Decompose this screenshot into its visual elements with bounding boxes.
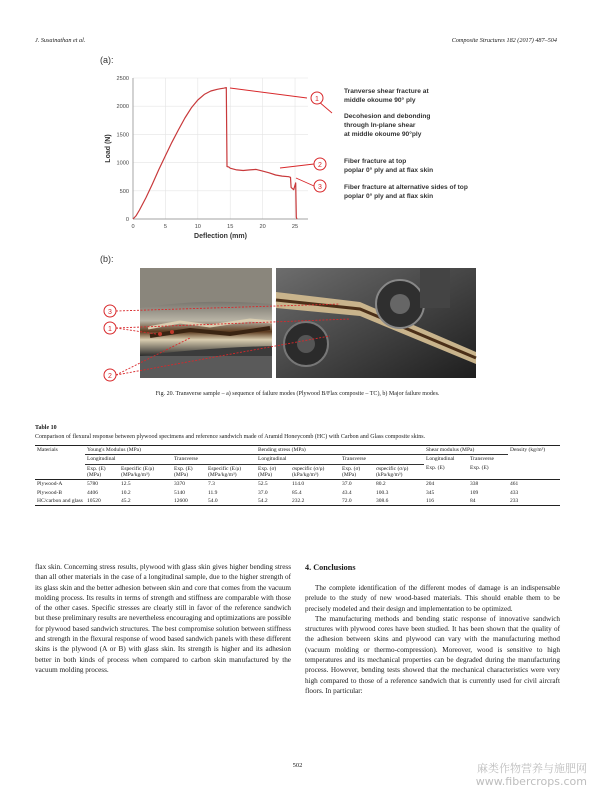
table-cell-material: Plywood-A — [37, 481, 63, 488]
table-cell: 109 — [470, 489, 479, 496]
th-materials: Materials — [37, 447, 58, 453]
x-tick-label: 15 — [227, 224, 234, 230]
table-cell: 10.2 — [121, 489, 131, 496]
annotation-2-line1: Fiber fracture at top — [344, 158, 407, 165]
annotation-2-line2: poplar 0° ply and at flax skin — [344, 167, 434, 174]
table-cell: 10520 — [87, 497, 101, 504]
table-cell: 7.3 — [208, 481, 215, 488]
comparison-table — [35, 446, 560, 506]
table-cell-material: Plywood-B — [37, 489, 63, 496]
photo-left — [140, 268, 272, 378]
annotation-texts — [344, 88, 468, 200]
th-density: Density (kg/m³) — [510, 447, 546, 453]
watermark — [476, 762, 587, 788]
load-deflection-chart — [100, 70, 570, 248]
page-number: 502 — [292, 762, 303, 769]
table-cell: 54.2 — [258, 497, 268, 504]
x-tick-labels — [131, 224, 298, 230]
y-tick-label: 1500 — [116, 132, 129, 139]
y-tick-label: 1000 — [116, 160, 129, 167]
chart-series — [133, 88, 297, 219]
table-row — [35, 489, 560, 497]
table-cell: 345 — [426, 489, 435, 496]
paragraph-conclusions-1: The complete identification of the different modes of damage is an indispensable prelude to the study of new wood-based materials. This should enable them to be precisely modeled and their design and implementation to be optimized. — [305, 584, 560, 613]
table-cell: 433 — [510, 489, 519, 496]
table-cell: 85.4 — [292, 489, 302, 496]
x-axis-label: Deflection (mm) — [194, 233, 247, 240]
table-cell: 43.4 — [342, 489, 352, 496]
table-header-row-1 — [35, 446, 560, 455]
table-row — [35, 497, 560, 506]
photo-right — [276, 268, 476, 378]
series-line-0 — [133, 88, 297, 219]
x-tick-label: 5 — [163, 224, 167, 230]
table-header-row-2: Longitudinal Transverse Longitudinal Transverse Longitudinal Transverse — [87, 456, 494, 463]
table-cell: 100.3 — [376, 489, 389, 496]
th-bending: Bending stress (MPa) — [256, 446, 424, 455]
running-header-authors: J. Susainathan et al. — [35, 37, 86, 44]
table-cell: 37.0 — [342, 481, 352, 488]
table-header-row-3: Exp. (E) (MPa) Especific (E/ρ) (MPa/kg/m³) Exp. (E) (MPa) Especific (E/ρ) (MPa/kg/m³) Exp. (σ) (MPa) σspecific (σ/ρ) (kPa/kg/m³) Exp. (σ) (MPa) σspecific (σ/ρ) (kPa/kg/m³) Exp. (E) Exp. (E) — [35, 464, 560, 480]
table-cell: 4406 — [87, 489, 98, 496]
figure-caption: Fig. 20. Transverse sample – a) sequence of failure modes (Plywood B/Flax composite – TC), b) Major failure modes. — [155, 391, 440, 397]
table-cell: 11.9 — [208, 489, 218, 496]
th-young: Young's Modulus (MPa) — [85, 446, 256, 455]
failure-mode-photos — [100, 264, 480, 384]
x-tick-label: 0 — [131, 224, 135, 230]
y-tick-label: 2000 — [116, 104, 129, 111]
marker-num-2: 2 — [318, 162, 322, 169]
annotation-1b-line3: at middle okoume 90°ply — [344, 131, 422, 138]
x-tick-label: 20 — [259, 224, 266, 230]
paragraph-left: flax skin. Concerning stress results, plywood with glass skin gives higher bending stress than all other materials in the case of a longitudinal sample, due to the higher strength of its glass skin and the better adhesion between skin and core that comes from the vacuum molding process. Its results in terms of strength and stiffness are comparable with those of the other cases. Specific stresses are clearly still in favor of the reference sandwich but these preliminary results are nevertheless encouraging and optimizations are possible for plywood based sandwich structures. The best compromise solution between stiffness and strength in the flexural response of wood based sandwich panels with these different skins is the plywood (A or B) with glass skin. Its strength is higher and its adhesion better in both kinds of process when compared to carbon skin manufactured by the vacuum molding process. — [35, 563, 291, 674]
annotation-markers — [311, 92, 326, 192]
annotation-1-line1: Tranverse shear fracture at — [344, 88, 429, 95]
y-axis-label: Load (N) — [105, 134, 112, 163]
table-cell: 204 — [426, 481, 435, 488]
leader-line-1 — [230, 88, 307, 98]
table-cell: 5780 — [87, 481, 98, 488]
table-cell: 52.5 — [258, 481, 268, 488]
annotation-1b-line1: Decohesion and debonding — [344, 113, 431, 120]
annotation-3-line1: Fiber fracture at alternative sides of top — [344, 184, 468, 191]
table-cell: 461 — [510, 481, 519, 488]
table-cell: 5140 — [174, 489, 185, 496]
chart-grid — [133, 78, 308, 219]
th-shear: Shear modulus (MPa) — [424, 446, 508, 455]
leader-line-3 — [296, 178, 314, 186]
section-heading-conclusions: 4. Conclusions — [305, 563, 356, 572]
table-cell: 84 — [470, 497, 476, 504]
leader-line-2 — [280, 164, 314, 168]
table-subtitle: Comparison of flexural response between plywood specimens and reference sandwich made of Aramid Honeycomb (HC) with Carbon and Glass composite skins. — [35, 434, 426, 440]
x-tick-label: 25 — [291, 224, 299, 230]
table-cell: 45.2 — [121, 497, 131, 504]
chart-axes — [133, 78, 308, 219]
table-cell: 232.2 — [292, 497, 305, 504]
paragraph-conclusions-2: The manufacturing methods and bending static response of innovative sandwich structures with plywood cores have been studied. It has been shown that the quality of the adhesion between skins and plywood can vary with the manufacturing method (vacuum molding or thermo-compression). Moreover, wood is sensitive to high temperatures and its mechanical properties can be degraded during the manufacturing process. However, bending tests showed that the mechanical characteristics were very high compared to those of a reference sandwich that is currently used for civil aircraft floors. In particular: — [305, 614, 560, 695]
y-tick-label: 0 — [125, 217, 129, 223]
table-cell-material: HC/carbon and glass — [37, 497, 83, 504]
y-tick-label: 2500 — [116, 76, 129, 82]
x-tick-label: 10 — [194, 224, 201, 230]
table-cell: 37.0 — [258, 489, 268, 496]
table-cell: 338 — [470, 481, 479, 488]
running-header-journal: Composite Structures 182 (2017) 487–504 — [451, 37, 557, 44]
watermark-line-2: www.fibercrops.com — [475, 775, 587, 788]
svg-text:3: 3 — [108, 309, 112, 316]
annotation-1-line2: middle okoume 90° ply — [344, 97, 416, 104]
table-cell: 54.0 — [208, 497, 218, 504]
table-cell: 3370 — [174, 481, 185, 488]
marker-num-1: 1 — [315, 96, 319, 103]
panel-a-label: (a): — [100, 55, 114, 65]
y-tick-labels — [117, 76, 129, 223]
table-cell: 12600 — [174, 497, 188, 504]
table-cell: 12.5 — [121, 481, 131, 488]
svg-text:2: 2 — [108, 373, 112, 380]
table-cell: 116 — [426, 497, 435, 504]
left-column-text — [35, 562, 291, 675]
photo-markers — [104, 305, 116, 381]
table-cell: 308.6 — [376, 497, 389, 504]
y-tick-label: 500 — [119, 188, 129, 195]
table-title: Table 10 — [35, 425, 57, 431]
annotation-3-line2: poplar 0° ply and at flax skin — [344, 193, 434, 200]
svg-text:1: 1 — [108, 326, 112, 333]
table-row — [35, 480, 560, 489]
table-cell: 233 — [510, 497, 519, 504]
watermark-line-1: 麻类作物营养与施肥网 — [477, 762, 587, 775]
table-cell: 114.0 — [292, 481, 305, 488]
panel-b-label: (b): — [100, 254, 114, 264]
annotation-1b-line2: through In-plane shear — [344, 122, 416, 129]
marker-num-3: 3 — [318, 184, 322, 191]
right-column-text — [305, 583, 560, 696]
table-cell: 80.2 — [376, 481, 386, 488]
table-cell: 72.0 — [342, 497, 352, 504]
